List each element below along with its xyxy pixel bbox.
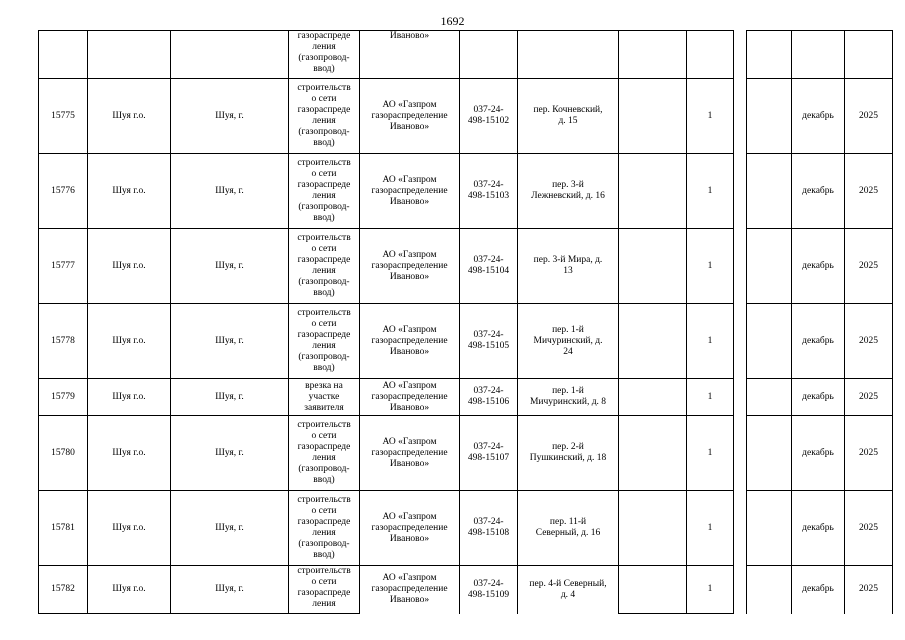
address-cell-line: Мичуринский, д. 8 (529, 397, 607, 407)
address-cell-line: пер. 11-й (549, 517, 587, 527)
code-cell-line: 498-15103 (467, 191, 510, 201)
org-cell-line: Иваново» (389, 121, 430, 132)
table-row (39, 379, 893, 416)
gap-cell (734, 491, 747, 566)
gap-cell (734, 154, 747, 229)
type-cell-line: строительств (297, 308, 351, 318)
address-cell-line: 24 (563, 346, 573, 357)
code-cell-line: 037-24- (473, 255, 504, 265)
org-cell-line: АО «Газпром (382, 573, 437, 584)
type-cell-line: ления (312, 528, 336, 538)
code-cell (460, 154, 518, 229)
address-cell-line: д. 15 (558, 116, 578, 126)
empty-cell (747, 31, 792, 79)
code-cell-line: 037-24- (473, 517, 504, 527)
settlement-cell: Шуя, г. (171, 491, 289, 566)
type-cell-line: о сети (311, 169, 337, 179)
type-cell-line: о сети (311, 506, 337, 516)
type-cell-line: строительств (297, 495, 351, 505)
num-cell: 15778 (39, 304, 88, 379)
code-cell-line: 498-15106 (467, 397, 510, 407)
type-cell-line: газораспреде (297, 442, 351, 452)
empty-cell (619, 379, 687, 416)
code-cell (460, 79, 518, 154)
num-cell: 15782 (39, 566, 88, 614)
type-cell-line: заявителя (304, 402, 344, 413)
address-cell-line: пер. 3-й Мира, д. (533, 255, 603, 265)
address-cell (518, 31, 619, 79)
code-cell (460, 491, 518, 566)
gap-cell (734, 304, 747, 379)
org-cell-line: АО «Газпром (382, 99, 437, 110)
table-row (39, 491, 893, 566)
org-cell (360, 31, 460, 79)
type-cell-line: ввод) (313, 213, 335, 223)
code-cell-line: 498-15108 (467, 528, 510, 538)
qty-cell: 1 (687, 379, 734, 416)
org-cell-line: Иваново» (389, 271, 430, 282)
type-cell-line: газораспреде (297, 330, 351, 340)
type-cell-line: врезка на (305, 380, 343, 391)
type-cell-line: ввод) (313, 550, 335, 560)
month-cell: декабрь (792, 154, 845, 229)
table-row (39, 304, 893, 379)
type-cell-line: (газопровод- (298, 352, 350, 362)
gap-cell (734, 416, 747, 491)
district-cell (88, 31, 171, 79)
type-cell (289, 416, 360, 491)
code-cell-line: 037-24- (473, 386, 504, 396)
table-row-continued (39, 31, 893, 79)
address-cell-line: пер. 2-й (552, 442, 584, 452)
type-cell-line: ления (312, 191, 336, 201)
code-cell (460, 379, 518, 416)
address-cell (518, 566, 619, 614)
address-cell (518, 304, 619, 379)
type-cell-line: строительств (297, 233, 351, 243)
settlement-cell: Шуя, г. (171, 154, 289, 229)
year-cell: 2025 (845, 229, 893, 304)
num-cell: 15779 (39, 379, 88, 416)
type-cell-line: ления (312, 116, 336, 126)
district-cell: Шуя г.о. (88, 79, 171, 154)
type-cell-line: (газопровод- (298, 277, 350, 287)
table-row (39, 79, 893, 154)
settlement-cell: Шуя, г. (171, 379, 289, 416)
org-cell-line: газораспределение (371, 335, 448, 346)
empty-cell (747, 566, 792, 614)
type-cell-line: ввод) (313, 363, 335, 373)
address-cell (518, 154, 619, 229)
type-cell-line: (газопровод- (298, 202, 350, 212)
address-cell-line: д. 4 (560, 589, 576, 600)
document-table (38, 30, 893, 614)
type-cell-line: строительств (297, 83, 351, 93)
org-cell-line: газораспределение (371, 110, 448, 121)
month-cell: декабрь (792, 566, 845, 614)
org-cell-line: АО «Газпром (382, 324, 437, 335)
qty-cell: 1 (687, 154, 734, 229)
empty-cell (747, 379, 792, 416)
qty-cell: 1 (687, 491, 734, 566)
settlement-cell: Шуя, г. (171, 79, 289, 154)
num-cell: 15775 (39, 79, 88, 154)
org-cell-line: газораспределение (371, 260, 448, 271)
type-cell-line: ления (312, 453, 336, 463)
org-cell-line: газораспределение (371, 522, 448, 533)
type-cell-line: (газопровод- (298, 127, 350, 137)
empty-cell (619, 416, 687, 491)
org-cell-line: АО «Газпром (382, 249, 437, 260)
district-cell: Шуя г.о. (88, 566, 171, 614)
empty-cell (619, 491, 687, 566)
type-cell-line: о сети (311, 431, 337, 441)
address-cell (518, 416, 619, 491)
code-cell-line: 037-24- (473, 578, 504, 589)
org-cell (360, 154, 460, 229)
settlement-cell: Шуя, г. (171, 416, 289, 491)
org-cell-line: Иваново» (389, 402, 430, 413)
empty-cell (619, 229, 687, 304)
type-cell-line: строительств (297, 158, 351, 168)
gap-cell (734, 379, 747, 416)
year-cell: 2025 (845, 154, 893, 229)
page-number: 1692 (440, 14, 465, 28)
type-cell-line: участке (308, 391, 340, 402)
month-cell: декабрь (792, 416, 845, 491)
type-cell (289, 229, 360, 304)
type-cell-line: газораспреде (297, 517, 351, 527)
type-cell (289, 154, 360, 229)
qty-cell: 1 (687, 79, 734, 154)
table-row (39, 154, 893, 229)
type-cell-line: (газопровод- (298, 464, 350, 474)
org-cell (360, 491, 460, 566)
org-cell-line: газораспределение (371, 584, 448, 595)
type-cell (289, 379, 360, 416)
empty-cell (747, 229, 792, 304)
org-cell-line: АО «Газпром (382, 174, 437, 185)
empty-cell (747, 154, 792, 229)
type-cell-line: ления (312, 599, 336, 609)
settlement-cell: Шуя, г. (171, 229, 289, 304)
qty-cell: 1 (687, 566, 734, 614)
gap-cell (734, 79, 747, 154)
code-cell (460, 566, 518, 614)
num-cell (39, 31, 88, 79)
code-cell-line: 498-15104 (467, 266, 510, 276)
org-cell-line: АО «Газпром (382, 380, 437, 391)
empty-cell (747, 304, 792, 379)
qty-cell: 1 (687, 416, 734, 491)
address-cell-line: Северный, д. 16 (535, 528, 601, 538)
code-cell-line: 037-24- (473, 105, 504, 115)
type-cell-line: газораспреде (297, 180, 351, 190)
org-cell-line: Иваново» (389, 196, 430, 207)
type-cell-line: строительств (297, 566, 351, 576)
address-cell (518, 229, 619, 304)
org-cell-line: Иваново» (389, 533, 430, 544)
org-cell-line: Иваново» (389, 31, 430, 41)
code-cell (460, 304, 518, 379)
type-cell-line: ления (312, 42, 336, 52)
type-cell-line: о сети (311, 319, 337, 329)
month-cell: декабрь (792, 379, 845, 416)
org-cell-line: АО «Газпром (382, 511, 437, 522)
org-cell-line: Иваново» (389, 458, 430, 469)
type-cell (289, 79, 360, 154)
code-cell (460, 229, 518, 304)
table-row (39, 229, 893, 304)
type-cell-line: газораспреде (297, 255, 351, 265)
num-cell: 15780 (39, 416, 88, 491)
address-cell-line: Пушкинский, д. 18 (529, 453, 607, 463)
org-cell-line: Иваново» (389, 346, 430, 357)
org-cell-line: Иваново» (389, 595, 430, 606)
type-cell-line: о сети (311, 94, 337, 104)
district-cell: Шуя г.о. (88, 229, 171, 304)
settlement-cell (171, 31, 289, 79)
empty-cell (619, 304, 687, 379)
type-cell (289, 566, 360, 614)
gap-cell (734, 31, 747, 79)
empty-cell (747, 491, 792, 566)
type-cell-line: ввод) (313, 138, 335, 148)
month-cell (792, 31, 845, 79)
district-cell: Шуя г.о. (88, 154, 171, 229)
type-cell-line: ления (312, 266, 336, 276)
empty-cell (619, 31, 687, 79)
settlement-cell: Шуя, г. (171, 566, 289, 614)
address-cell-line: пер. Кочневский, (533, 105, 603, 115)
qty-cell: 1 (687, 229, 734, 304)
org-cell-line: газораспределение (371, 391, 448, 402)
code-cell-line: 037-24- (473, 180, 504, 190)
code-cell-line: 037-24- (473, 442, 504, 452)
type-cell-line: газораспреде (297, 31, 351, 41)
table-row (39, 566, 893, 614)
year-cell: 2025 (845, 566, 893, 614)
address-cell (518, 79, 619, 154)
district-cell: Шуя г.о. (88, 491, 171, 566)
table-row (39, 416, 893, 491)
address-cell-line: 13 (563, 266, 573, 276)
year-cell: 2025 (845, 416, 893, 491)
gap-cell (734, 566, 747, 614)
type-cell-line: (газопровод- (298, 53, 350, 63)
year-cell: 2025 (845, 379, 893, 416)
org-cell (360, 229, 460, 304)
org-cell (360, 304, 460, 379)
num-cell: 15781 (39, 491, 88, 566)
month-cell: декабрь (792, 491, 845, 566)
district-cell: Шуя г.о. (88, 304, 171, 379)
org-cell (360, 79, 460, 154)
year-cell: 2025 (845, 491, 893, 566)
address-cell-line: пер. 1-й (552, 324, 584, 335)
empty-cell (619, 79, 687, 154)
code-cell-line: 498-15109 (467, 589, 510, 600)
address-cell-line: Лежневский, д. 16 (531, 191, 605, 201)
district-cell: Шуя г.о. (88, 379, 171, 416)
year-cell: 2025 (845, 79, 893, 154)
num-cell: 15776 (39, 154, 88, 229)
code-cell-line: 498-15102 (467, 116, 510, 126)
code-cell-line: 037-24- (473, 330, 504, 340)
org-cell (360, 566, 460, 614)
gap-cell (734, 229, 747, 304)
empty-cell (747, 416, 792, 491)
org-cell-line: газораспределение (371, 447, 448, 458)
type-cell-line: (газопровод- (298, 539, 350, 549)
type-cell-line: ввод) (313, 475, 335, 485)
org-cell (360, 379, 460, 416)
month-cell: декабрь (792, 229, 845, 304)
org-cell-line: газораспределение (371, 185, 448, 196)
district-cell: Шуя г.о. (88, 416, 171, 491)
address-cell (518, 379, 619, 416)
month-cell: декабрь (792, 304, 845, 379)
year-cell (845, 31, 893, 79)
type-cell-line: газораспреде (297, 588, 351, 598)
address-cell-line: пер. 3-й (552, 180, 584, 190)
org-cell (360, 416, 460, 491)
code-cell-line: 498-15105 (467, 341, 510, 351)
year-cell: 2025 (845, 304, 893, 379)
settlement-cell: Шуя, г. (171, 304, 289, 379)
empty-cell (747, 79, 792, 154)
num-cell: 15777 (39, 229, 88, 304)
type-cell-line: о сети (311, 577, 337, 587)
type-cell-line: строительств (297, 420, 351, 430)
type-cell (289, 31, 360, 79)
type-cell-line: ления (312, 341, 336, 351)
address-cell (518, 491, 619, 566)
address-cell-line: пер. 1-й (552, 386, 584, 396)
qty-cell (687, 31, 734, 79)
type-cell-line: ввод) (313, 64, 335, 74)
qty-cell: 1 (687, 304, 734, 379)
empty-cell (619, 566, 687, 614)
type-cell-line: о сети (311, 244, 337, 254)
type-cell-line: ввод) (313, 288, 335, 298)
month-cell: декабрь (792, 79, 845, 154)
code-cell (460, 416, 518, 491)
empty-cell (619, 154, 687, 229)
address-cell-line: Мичуринский, д. (533, 335, 603, 346)
type-cell (289, 304, 360, 379)
type-cell-line: газораспреде (297, 105, 351, 115)
address-cell-line: пер. 4-й Северный, (529, 578, 607, 589)
type-cell (289, 491, 360, 566)
code-cell (460, 31, 518, 79)
org-cell-line: АО «Газпром (382, 436, 437, 447)
code-cell-line: 498-15107 (467, 453, 510, 463)
